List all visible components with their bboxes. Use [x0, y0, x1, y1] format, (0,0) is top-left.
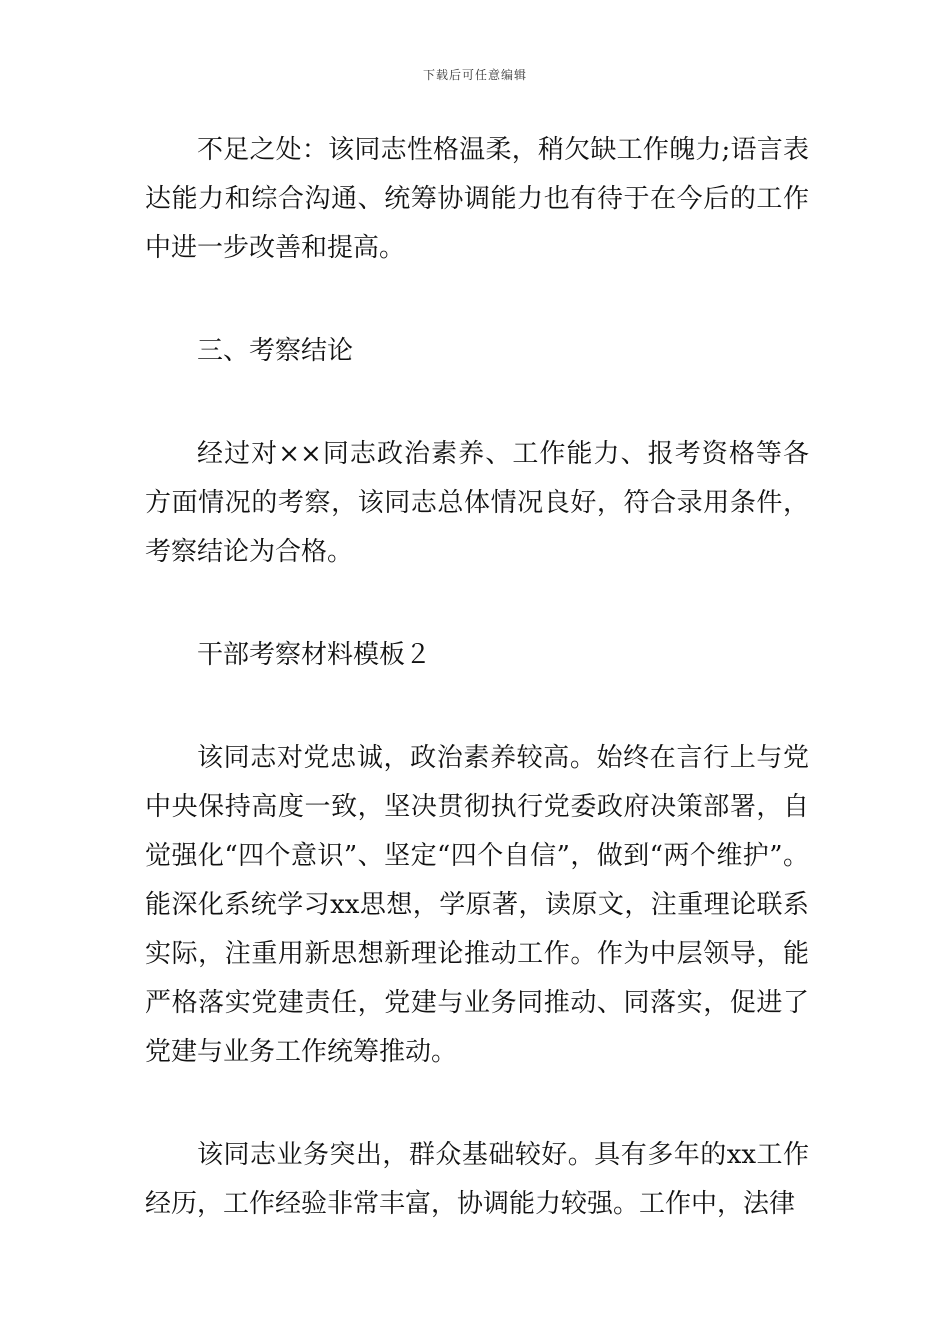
paragraph-political-quality: 该同志对党忠诚，政治素养较高。始终在言行上与党中央保持高度一致，坚决贯彻执行党委政府决策部署，自觉强化“四个意识”、坚定“四个自信”，做到“两个维护”。能深化系统学习xx思想，学原著，读原文，注重理论联系实际，注重用新思想新理论推动工作。作为中层领导，能严格落实党建责任，党建与业务同推动、同落实，促进了党建与业务工作统筹推动。: [145, 743, 809, 1067]
paragraph-conclusion: 经过对××同志政治素养、工作能力、报考资格等各方面情况的考察，该同志总体情况良好，符合录用条件，考察结论为合格。: [145, 439, 809, 567]
template-title: 干部考察材料模板２: [197, 640, 432, 670]
paragraph-shortcomings: 不足之处：该同志性格温柔，稍欠缺工作魄力;语言表达能力和综合沟通、统筹协调能力也有待于在今后的工作中进一步改善和提高。: [145, 135, 809, 263]
document-body: [145, 126, 809, 1283]
page-header: 下载后可任意编辑: [422, 68, 527, 82]
section-heading-conclusion: 三、考察结论: [197, 336, 354, 366]
paragraph-business-ability: 该同志业务突出，群众基础较好。具有多年的xx工作经历，工作经验非常丰富，协调能力较强。工作中，法律: [145, 1140, 809, 1219]
